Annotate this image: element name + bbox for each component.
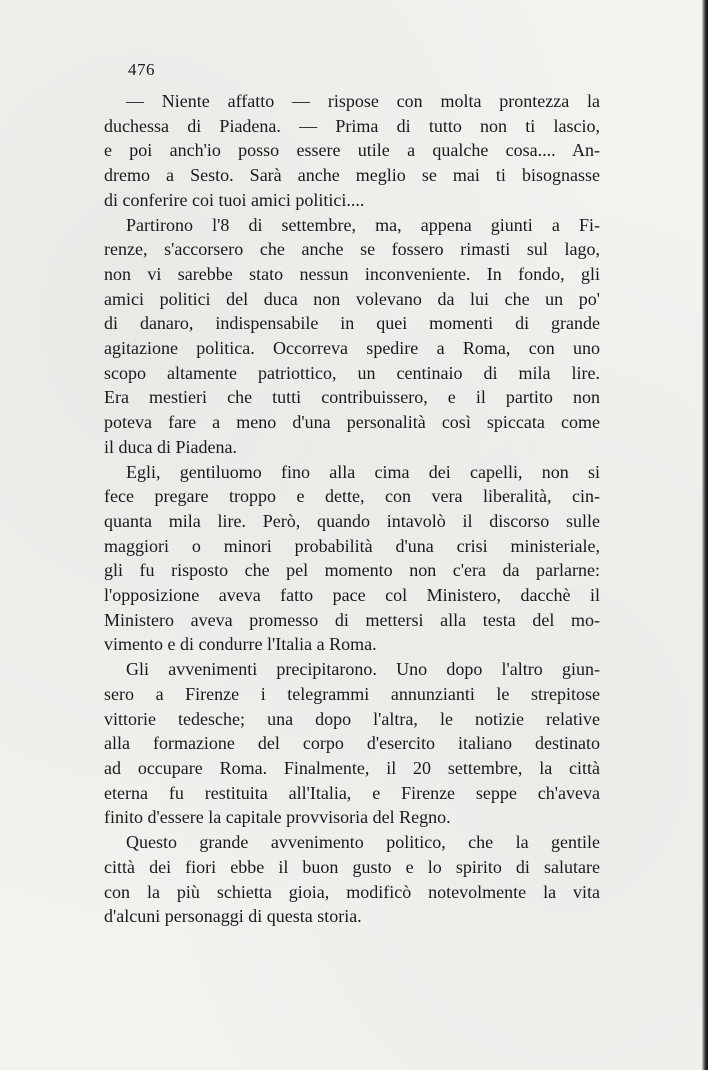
text-line: amici politici del duca non volevano da lui che un po' [104,288,600,309]
text-line: quanta mila lire. Però, quando intavolò il discorso sulle [104,510,600,531]
text-line: renze, s'accorsero che anche se fossero rimasti sul lago, [104,239,600,260]
text-line: dremo a Sesto. Sarà anche meglio se mai ti bisognasse [104,165,600,186]
text-line: duchessa di Piadena. — Prima di tutto non ti lascio, [104,115,600,136]
text-line: agitazione politica. Occorreva spedire a Roma, con uno [104,338,600,359]
paragraph-4 [104,657,600,830]
text-line: l'opposizione aveva fatto pace col Ministero, dacchè il [104,585,600,606]
text-line: Partirono l'8 di settembre, ma, appena giunti a Fi- [126,214,600,235]
text-line: con la più schietta gioia, modificò notevolmente la vita [104,881,600,902]
text-line: Questo grande avvenimento politico, che la gentile [126,832,600,853]
text-line: e poi anch'io posso essere utile a qualche cosa.... An- [104,140,600,161]
text-line: eterna fu restituita all'Italia, e Firenze seppe ch'aveva [104,782,600,803]
paragraph-1 [104,89,600,213]
text-line: poteva fare a meno d'una personalità così spiccata come [104,412,600,433]
paragraph-5 [104,830,600,929]
text-line: d'alcuni personaggi di questa storia. [104,906,362,927]
text-line: Era mestieri che tutti contribuissero, e il partito non [104,387,600,408]
text-line: di conferire coi tuoi amici politici.... [104,189,365,210]
text-line: città dei fiori ebbe il buon gusto e lo spirito di salutare [104,856,600,877]
text-line: Ministero aveva promesso di mettersi alla testa del mo- [104,609,600,630]
text-line: maggiori o minori probabilità d'una crisi ministeriale, [104,535,600,556]
text-line: Egli, gentiluomo fino alla cima dei capelli, non si [126,461,600,482]
text-line: fece pregare troppo e dette, con vera liberalità, cin- [104,486,600,507]
text-line: alla formazione del corpo d'esercito italiano destinato [104,733,600,754]
text-line: non vi sarebbe stato nessun inconveniente. In fondo, gli [104,263,600,284]
text-line: ad occupare Roma. Finalmente, il 20 settembre, la città [104,757,600,778]
text-line: vittorie tedesche; una dopo l'altra, le notizie relative [104,708,600,729]
text-line: gli fu risposto che pel momento non c'era da parlarne: [104,560,600,581]
text-line: di danaro, indispensabile in quei momenti di grande [104,313,600,334]
text-line: Gli avvenimenti precipitarono. Uno dopo l'altro giun- [126,659,600,680]
text-line: sero a Firenze i telegrammi annunzianti le strepitose [104,683,600,704]
text-line: vimento e di condurre l'Italia a Roma. [104,634,377,655]
paragraph-3 [104,460,600,658]
page-edge-shadow [702,0,708,1070]
text-line: il duca di Piadena. [104,436,237,457]
page-number: 476 [128,60,155,79]
text-line: finito d'essere la capitale provvisoria del Regno. [104,807,451,828]
body-text [104,89,600,929]
text-line: scopo altamente patriottico, un centinaio di mila lire. [104,362,600,383]
paragraph-2 [104,213,600,460]
text-line: — Niente affatto — rispose con molta prontezza la [126,91,600,111]
